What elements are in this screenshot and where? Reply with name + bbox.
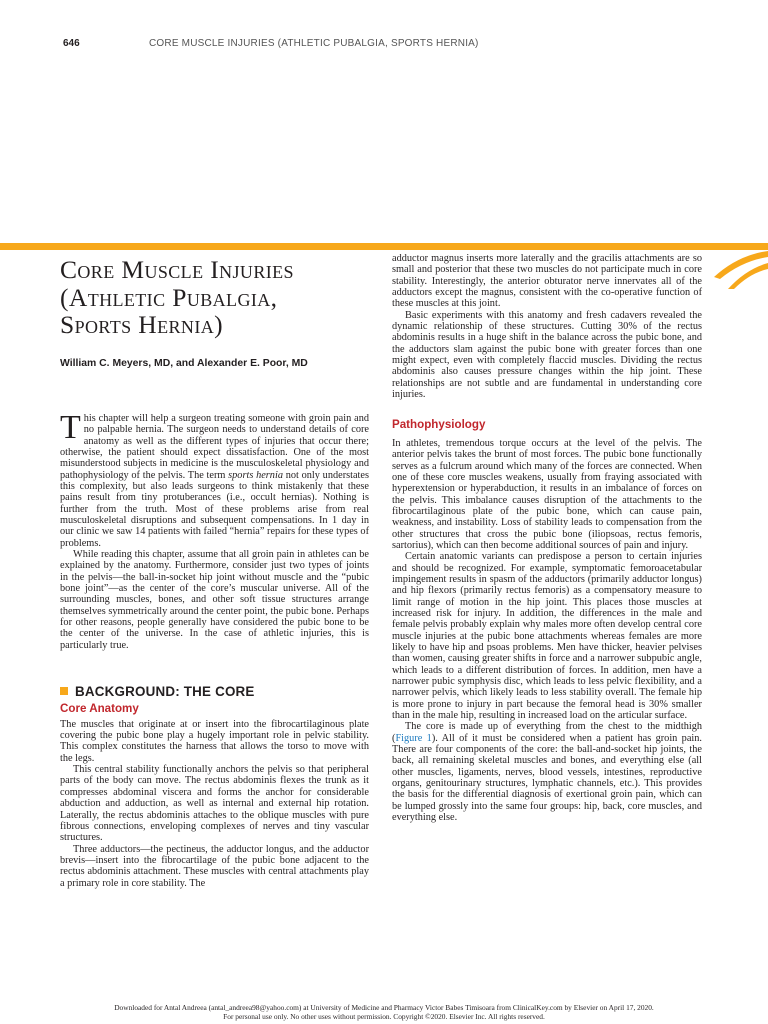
continued-paragraph: adductor magnus inserts more laterally and the gracilis attachments are so small and posterior that these two muscles do not participate much in core stability. Interestingly, the anterior obturator nerve innervates all of the adductors except the magnus, consistent with the co-operative function of these muscles at this joint. [392,253,702,310]
subheading-pathophysiology: Pathophysiology [392,418,486,432]
intro-paragraph-2: While reading this chapter, assume that all groin pain in athletes can be explained by the anatomy. Furthermore, consider just two types of joints in the pelvis—the ball-in-socket hip joint without muscle and the “pubic bone joint”—as the center of the core’s muscular universe. All of the surrounding muscles, bones, and other soft tissue structures arrange themselves symmetrically around the center point, the pubic bone. Perhaps for other reasons, people generally have considered the pubic bone to be the center of the universe. In the case of athletic injuries, this is particularly true. [60,548,369,651]
anatomy-paragraph-2: This central stability functionally anchors the pelvis so that peripheral parts of the body can move. The rectus abdominis flexes the trunk as it compresses abdominal viscera and forms the anchor for considerable abduction and adduction, as well as internal and external hip rotation. Laterally, the rectus abdominis attaches to the oblique muscles with pure fibrous connections, enveloping complexes of nerves and tiny vascular structures. [60,764,369,844]
running-title: CORE MUSCLE INJURIES (ATHLETIC PUBALGIA, SPORTS HERNIA) [149,38,479,49]
download-footer [0,1003,768,1022]
title-line-3: Sports Hernia) [60,310,223,339]
pathophysiology-paragraph-1: In athletes, tremendous torque occurs at the level of the pelvis. The anterior pelvis takes the brunt of most forces. The pubic bone functionally serves as a fulcrum around which many of the forces are connected. When one of these core muscles weakens, usually from fraying associated with hyperextension or hyperabduction, it results in an imbalance of forces on the pelvis. This imbalance causes disruption of the attachments to the fibrocartilaginous plate of the pubic bone, which can cause pain, weakness, and instability. Loss of stability leads to compensation from the other structures that cross the pubic bone (iliopsoas, rectus femoris, sartorius), which can then become additional sources of pain and injury. [392,437,702,551]
intro-paragraph-1: This chapter will help a surgeon treating someone with groin pain and no palpable hernia. The surgeon needs to understand details of core anatomy as well as the different types of injuries that occur there; otherwise, the patient should expect dissatisfaction. One of the most misunderstood subjects in medicine is the musculoskeletal physiology and pathophysiology of the pelvis. The term sports hernia not only understates this complexity, but also leads surgeons to think mistakenly that these pains result from tiny protuberances (i.e., occult hernias). Nothing is further from the truth. Most of these problems arise from real musculoskeletal disruptions and subsequent compensations. In 1 day in our clinic we saw 14 patients with failed “hernia” repairs for these types of problems. [60,408,369,549]
right-column [392,253,702,824]
experiments-paragraph: Basic experiments with this anatomy and fresh cadavers revealed the dynamic relationship of these structures. Cutting 30% of the rectus abdominis results in a huge shift in the balance across the pubic bone, and the adductors slam against the pubic bone with greater forces than one might expect, even with completely flaccid muscles. Dividing the rectus abdominis also causes pressure changes within the hip joint. These relationships are not subtle and are fundamental in understanding core injuries. [392,309,702,401]
anatomy-paragraph-3: Three adductors—the pectineus, the adductor longus, and the adductor brevis—insert into the fibrocartilage of the pubic bone adjacent to the rectus abdominis attachment. These muscles with central attachments play a primary role in core stability. The [60,843,369,889]
title-line-2: (Athletic Pubalgia, [60,282,278,312]
pathophysiology-paragraph-2: Certain anatomic variants can predispose a person to certain injuries and should be recognized. For example, symptomatic femoroacetabular impingement results in spasm of the adductors (primarily adductor longus) and hip flexors (primarily rectus femoris) as a compensatory measure to limit range of motion in the hip joint. This places those muscles at increased risk for injury. In addition, the differences in the male and female pelvis probably explain why males more often develop central core muscle injuries at the pubic bone attachments whereas females are more likely to have hip and psoas problems. Men have thicker, heavier pelvises than women, causing greater shifts in force and a narrower subpubic angle, which leads to a different distribution of forces. In addition, men have a narrower pubic symphysis disc, which leads to less pelvic flexibility, and a narrower pelvis, which likely leads to less stability overall. The female hip is more prone to injury in part because the femoral head is 30% smaller than in the male hip, resulting in increased load on the articular surface. [392,551,702,722]
running-header [63,38,728,54]
page-number: 646 [63,38,80,49]
chapter-swoosh-graphic [706,243,768,293]
chapter-accent-rule [0,243,768,250]
section-heading: BACKGROUND: THE CORE [60,686,369,697]
anatomy-paragraph-1: The muscles that originate at or insert into the fibrocartilaginous plate covering the pubic bone play a hugely important role in pelvic stability. This complex constitutes the harness that allows the torso to move with the legs. [60,718,369,764]
drop-cap: T [60,408,81,446]
footer-line-1: Downloaded for Antal Andreea (antal_andreea98@yahoo.com) at University of Medicine and Pharmacy Victor Babes Timisoara from ClinicalKey.com by Elsevier on April 17, 2020. [114,1003,654,1012]
chapter-authors: William C. Meyers, MD, and Alexander E. Poor, MD [60,357,308,369]
figure-1-link[interactable]: Figure 1 [395,732,432,744]
chapter-title [60,256,369,339]
pathophysiology-paragraph-3: The core is made up of everything from the chest to the midthigh (Figure 1). All of it must be considered when a patient has groin pain. There are four components of the core: the ball-and-socket hip joints, the back, all remaining skeletal muscles and bones, and everything else (all other muscles, ligaments, nerves, blood vessels, intestines, reproductive organs, genitourinary structures, lymphatic channels, etc.). This provides the basis for the differential diagnosis of exertional groin pain, which can be lumped grossly into the same four groups: hip, back, core muscles, and everything else. [392,721,702,824]
footer-line-2: For personal use only. No other uses without permission. Copyright ©2020. Elsevier Inc. All rights reserved. [223,1012,545,1022]
subheading-core-anatomy: Core Anatomy [60,702,139,716]
sports-hernia-term: sports hernia [228,469,283,481]
title-line-1: Core Muscle Injuries [60,255,294,284]
left-column [60,253,369,889]
heading-square-icon [60,687,68,695]
